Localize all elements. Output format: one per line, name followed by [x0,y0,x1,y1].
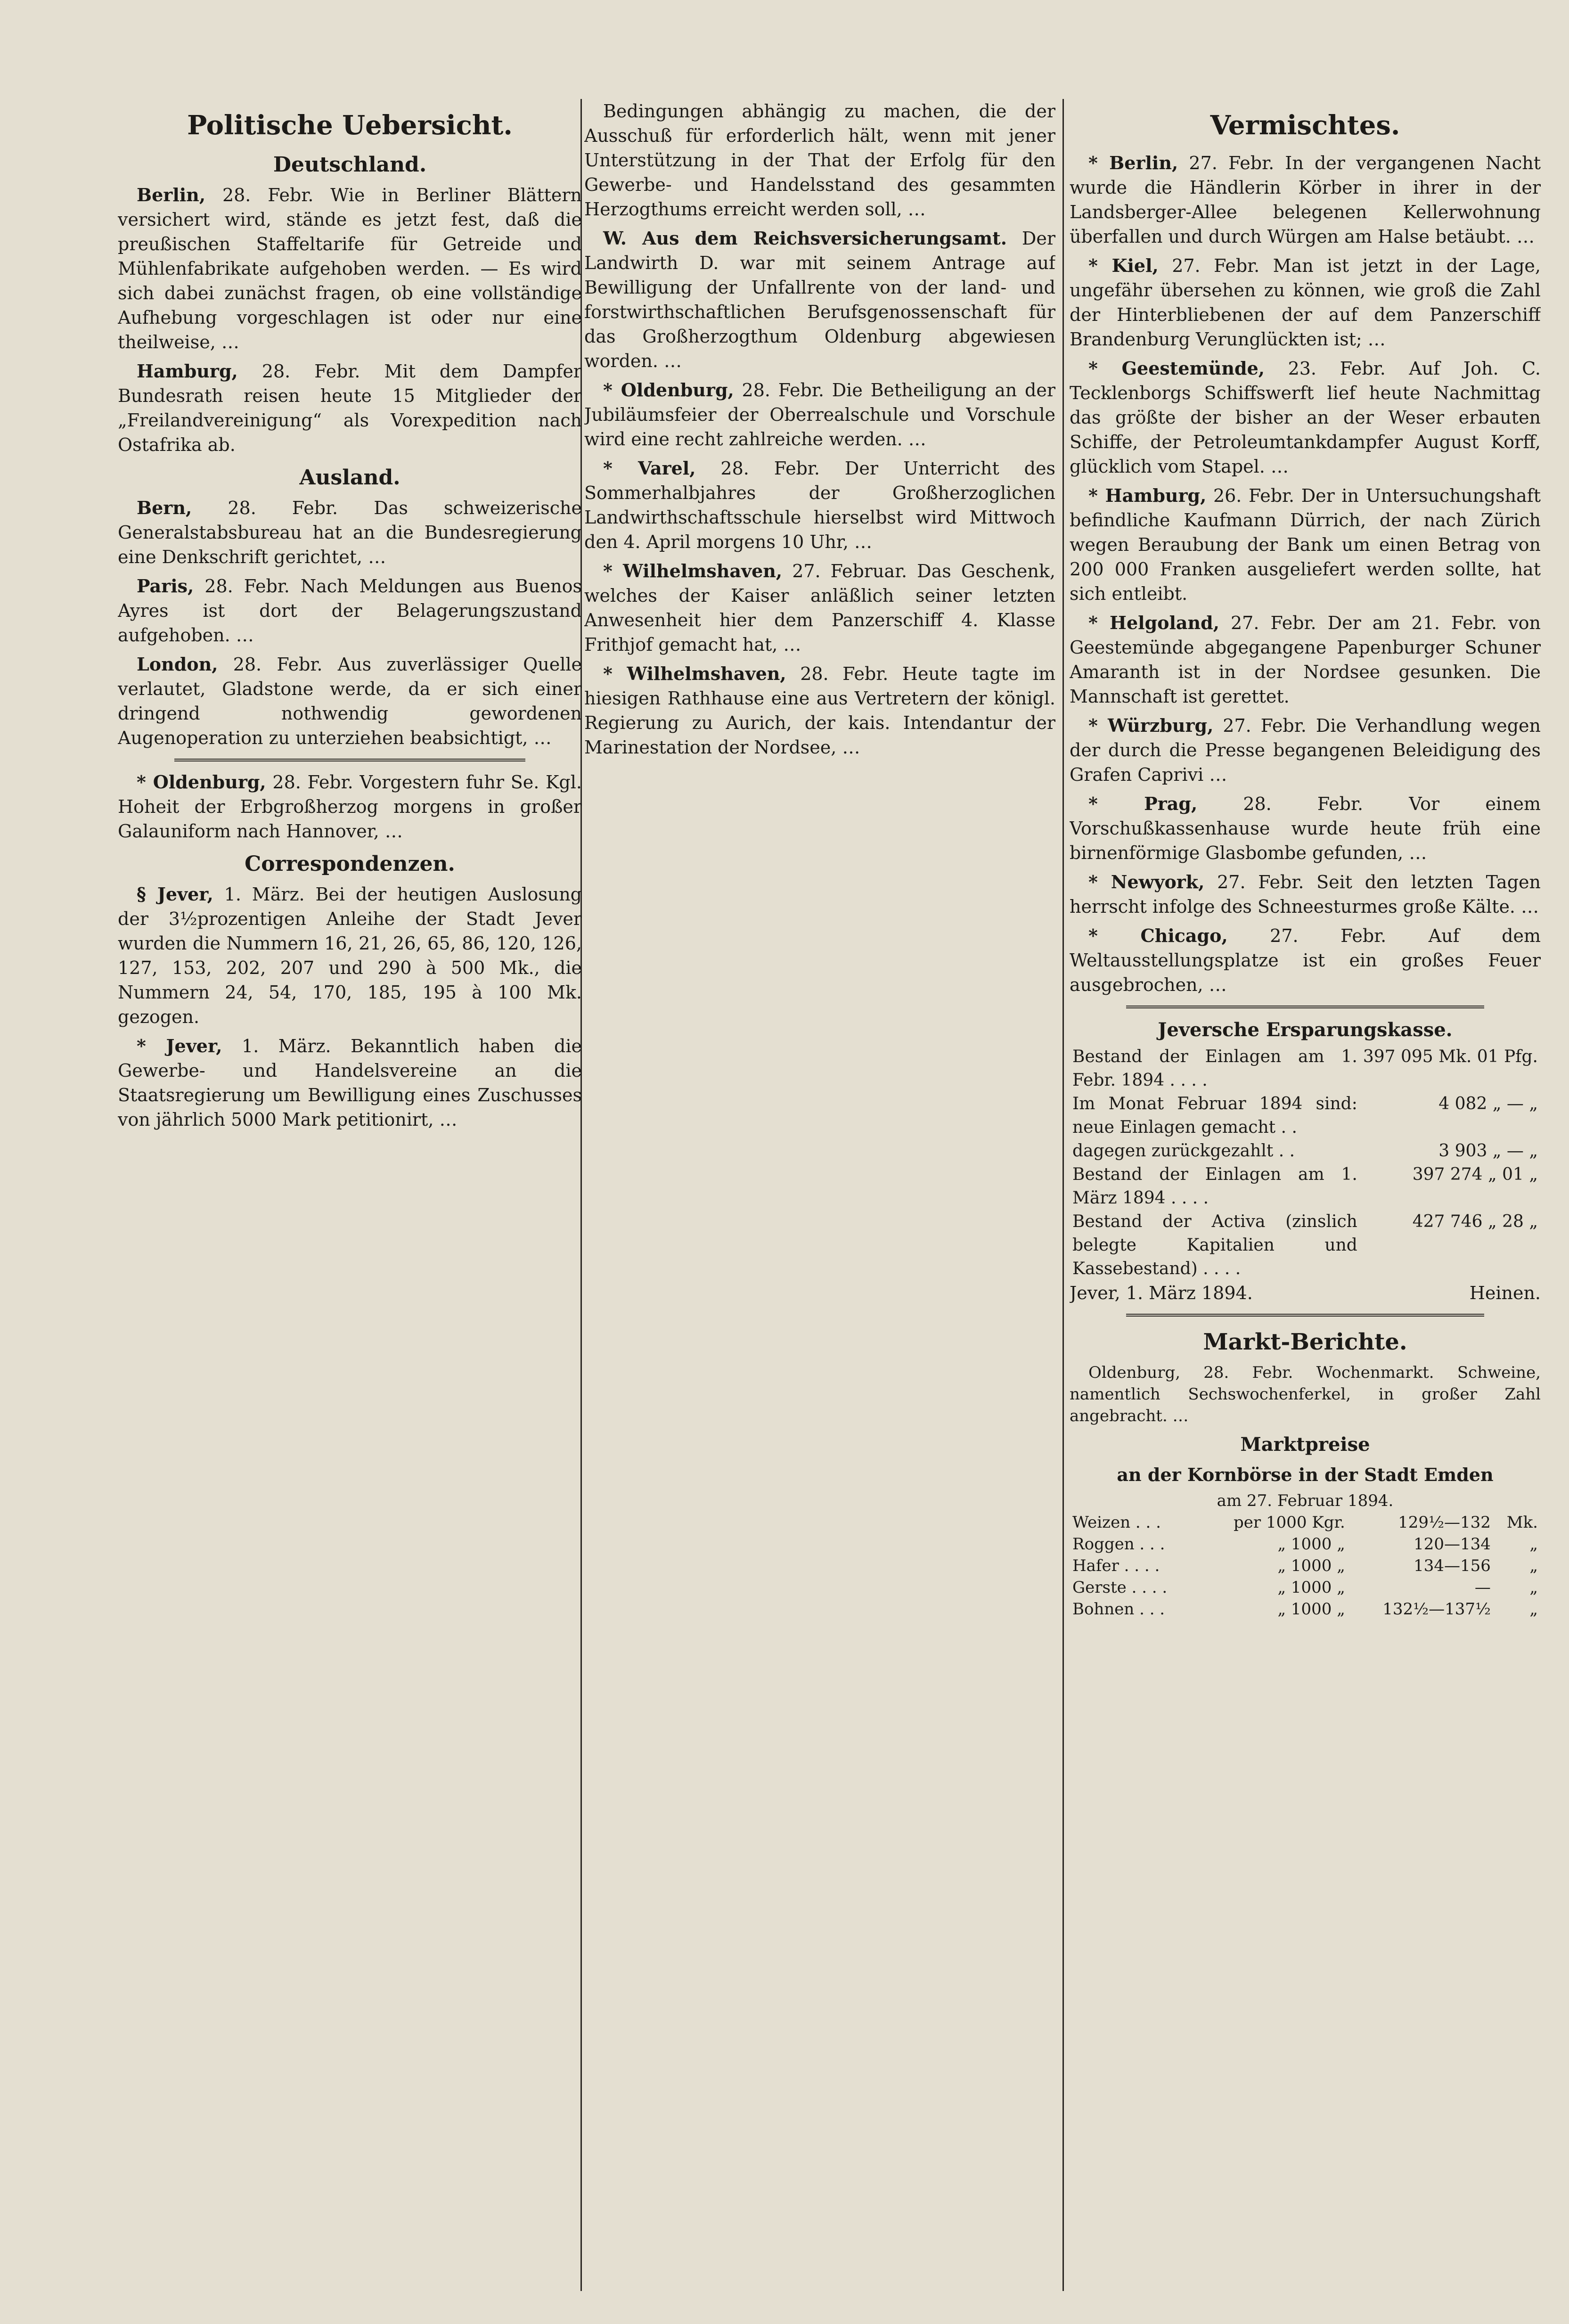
article-dateline: * Jever, [137,1035,222,1056]
article-paragraph [118,183,582,354]
article-text: 28. Febr. Das schweizerische Generalstabsbureau hat an die Bundesregierung eine Denkschrift gerichtet, … [118,498,582,567]
article-paragraph [118,770,582,843]
article-paragraph [1070,792,1541,865]
article-dateline: Bern, [137,497,192,518]
savings-row [1070,1139,1541,1163]
article-text: 28. Febr. Vorgestern fuhr Se. Kgl. Hoheit der Erbgroßherzog morgens in großer Galauniform nach Hannover, … [118,772,582,842]
column-miscellaneous [1070,99,1541,2291]
article-paragraph [1070,713,1541,787]
article-dateline: * Helgoland, [1088,612,1219,633]
section-heading: Deutschland. [273,153,427,177]
article-text: Der Landwirth D. war mit seinem Antrage auf Bewilligung der Unfallrente von der land- und forstwirthschaftlichen Berufsgenossenschaft für das Großherzogthum Oldenburg abgewiesen worden. … [584,228,1055,371]
article-text: 27. Febr. In der vergangenen Nacht wurde die Händlerin Körber in ihrer in der Landsberger-Allee belegenen Kellerwohnung überfallen und durch Würgen am Halse betäubt. … [1070,153,1541,247]
savings-row [1070,1163,1541,1210]
article-dateline: * Geestemünde, [1088,358,1265,379]
article-paragraph [584,456,1055,554]
article-dateline: * Würzburg, [1088,715,1214,736]
price-per: „ 1000 „ [1277,1535,1345,1554]
price-item: Hafer . . . . [1072,1556,1160,1575]
prices-subtitle: an der Kornbörse in der Stadt Emden [1117,1464,1494,1485]
article-text: 28. Febr. Mit dem Dampfer Bundesrath reisen heute 15 Mitglieder der „Freilandvereinigung“ als Vorexpedition nach Ostafrika ab. [118,361,582,455]
article-dateline: § Jever, [137,884,213,905]
price-row [1070,1577,1541,1598]
article-text: 23. Febr. Auf Joh. C. Tecklenborgs Schiffswerft lief heute Nachmittag das größte der bisher an der Weser erbauten Schiffe, der Petroleumtankdampfer August Korff, glücklich vom Stapel. … [1070,358,1541,477]
price-row [1070,1533,1541,1555]
article-paragraph [1070,483,1541,606]
article-dateline: * Oldenburg, [603,379,734,401]
savings-value: 427 746 „ 28 „ [1412,1212,1538,1231]
price-per: „ 1000 „ [1277,1600,1345,1619]
article-text: 28. Febr. Aus zuverlässiger Quelle verlautet, Gladstone werde, da er sich einer dringend nothwendig gewordenen Augenoperation zu unterziehen beabsichtigt, … [118,654,582,748]
price-unit: „ [1529,1578,1538,1597]
divider [174,759,525,761]
section-heading: Ausland. [299,466,400,490]
article-dateline: Berlin, [137,184,206,205]
article-text: 27. Febr. Die Verhandlung wegen der durch die Presse begangenen Beleidigung des Grafen Caprivi … [1070,715,1541,785]
savings-value: 397 274 „ 01 „ [1412,1165,1538,1184]
column-middle [584,99,1055,2291]
savings-row [1070,1210,1541,1281]
article-text: 27. Febr. Man ist jetzt in der Lage, ungefähr übersehen zu können, wie groß die Zahl der Hinterbliebenen der auf dem Panzerschiff Brandenburg Verunglückten ist; … [1070,255,1541,350]
article-paragraph [1070,254,1541,352]
article-text: 27. Februar. Das Geschenk, welches der Kaiser anläßlich seiner letzten Anwesenheit hier dem Panzerschiff 4. Klasse Frithjof gemacht hat, … [584,561,1055,655]
prices-title: Marktpreise [1240,1433,1370,1456]
price-price: 120—134 [1414,1535,1491,1554]
article-text: 27. Febr. Auf dem Weltausstellungsplatze ist ein großes Feuer ausgebrochen, … [1070,925,1541,995]
price-per: „ 1000 „ [1277,1578,1345,1597]
price-unit: „ [1529,1535,1538,1554]
prices-table [1070,1512,1541,1620]
price-unit: Mk. [1506,1513,1538,1532]
savings-value: 4 082 „ — „ [1438,1094,1538,1113]
column-title-politics: Politische Uebersicht. [187,110,513,141]
article-dateline: * Berlin, [1088,152,1178,173]
article-text: 1. März. Bekanntlich haben die Gewerbe- und Handelsvereine an die Staatsregierung um Bewilligung eines Zuschusses von jährlich 5000 Mark petitionirt, … [118,1036,582,1130]
savings-label: Im Monat Februar 1894 sind: neue Einlagen gemacht . . [1072,1094,1357,1137]
article-paragraph [118,652,582,750]
article-dateline: * Wilhelmshaven, [603,560,783,581]
price-per: „ 1000 „ [1277,1556,1345,1575]
price-unit: „ [1529,1600,1538,1619]
savings-title: Jeversche Ersparungskasse. [1158,1019,1453,1041]
article-dateline: London, [137,654,218,675]
article-dateline: * Kiel, [1088,255,1159,276]
price-item: Gerste . . . . [1072,1578,1168,1597]
price-row [1070,1598,1541,1620]
savings-footer-place: Jever, 1. März 1894. [1070,1283,1253,1303]
article-paragraph [584,662,1055,760]
article-dateline: Hamburg, [137,360,238,382]
price-price: 134—156 [1414,1556,1491,1575]
article-paragraph [584,378,1055,451]
article-dateline: * Newyork, [1088,871,1205,892]
article-paragraph [1070,870,1541,919]
savings-label: Bestand der Activa (zinslich belegte Kapitalien und Kassebestand) . . . . [1072,1212,1357,1278]
divider [1126,1006,1484,1008]
article-text: 28. Febr. Der Unterricht des Sommerhalbjahres der Großherzoglichen Landwirthschaftsschule hierselbst wird Mittwoch den 4. April morgens 10 Uhr, … [584,458,1055,552]
article-dateline: Paris, [137,575,194,597]
price-item: Weizen . . . [1072,1513,1161,1532]
market-intro: Oldenburg, 28. Febr. Wochenmarkt. Schweine, namentlich Sechswochenferkel, in großer Zahl angebracht. … [1070,1363,1541,1425]
column-rule-right [1062,99,1064,2291]
savings-value: 397 095 Mk. 01 Pfg. [1363,1047,1538,1066]
miscellaneous-articles [1070,151,1541,997]
savings-label: Bestand der Einlagen am 1. Febr. 1894 . . . . [1072,1047,1357,1090]
column-title-miscellaneous: Vermischtes. [1210,110,1400,141]
article-text: 28. Febr. Nach Meldungen aus Buenos Ayres ist dort der Belagerungszustand aufgehoben. … [118,576,582,646]
article-text: 28. Febr. Vor einem Vorschußkassenhause wurde heute früh eine birnenförmige Glasbombe gefunden, … [1070,794,1541,863]
article-paragraph [584,226,1055,373]
article-paragraph [118,359,582,457]
middle-articles [584,99,1055,760]
savings-row [1070,1092,1541,1139]
article-text: 28. Febr. Die Betheiligung an der Jubiläumsfeier der Oberrealschule und Vorschule wird eine recht zahlreiche werden. … [584,380,1055,450]
article-paragraph [118,496,582,569]
savings-footer [1070,1281,1541,1305]
price-price: — [1474,1578,1491,1597]
article-paragraph [1070,151,1541,249]
article-paragraph [118,574,582,647]
article-dateline: * Varel, [603,458,696,479]
price-item: Bohnen . . . [1072,1600,1165,1619]
savings-footer-name: Heinen. [1469,1283,1541,1303]
article-text: 28. Febr. Heute tagte im hiesigen Rathhause eine aus Vertretern der königl. Regierung zu Aurich, der kais. Intendantur der Marinestation der Nordsee, … [584,663,1055,758]
column-politics [118,99,582,2291]
market-title: Markt-Berichte. [1203,1329,1407,1355]
article-dateline: * Chicago, [1088,925,1228,946]
price-item: Roggen . . . [1072,1535,1165,1554]
article-paragraph [118,882,582,1029]
politics-sections [118,151,582,1132]
savings-value: 3 903 „ — „ [1438,1141,1538,1161]
article-paragraph [118,1034,582,1132]
article-dateline: W. Aus dem Reichsversicherungsamt. [603,228,1007,249]
savings-label: Bestand der Einlagen am 1. März 1894 . . . . [1072,1165,1357,1208]
price-row [1070,1512,1541,1533]
section-heading: Correspondenzen. [245,852,455,876]
article-text: 1. März. Bei der heutigen Auslosung der 3½prozentigen Anleihe der Stadt Jever wurden die Nummern 16, 21, 26, 65, 86, 120, 126, 127, 153, 202, 207 und 290 à 500 Mk., die Nummern 24, 54, 170, 185, 195 à 100 Mk. gezogen. [118,884,582,1027]
price-price: 129½—132 [1398,1513,1491,1532]
article-paragraph [1070,356,1541,479]
savings-label: dagegen zurückgezahlt . . [1072,1141,1295,1161]
article-dateline: * Wilhelmshaven, [603,663,786,684]
price-row [1070,1555,1541,1577]
price-unit: „ [1529,1556,1538,1575]
article-text: Bedingungen abhängig zu machen, die der Ausschuß für erforderlich hält, wenn mit jener Unterstützung in der That der Erfolg für den Gewerbe- und Handelsstand des gesammten Herzogthums erreicht werden soll, … [584,101,1055,220]
article-text: 27. Febr. Der am 21. Febr. von Geestemünde abgegangene Papenburger Schuner Amaranth ist in der Nordsee gesunken. Die Mannschaft ist gerettet. [1070,613,1541,707]
article-dateline: * Oldenburg, [137,771,266,793]
article-text: 27. Febr. Seit den letzten Tagen herrscht infolge des Schneesturmes große Kälte. … [1070,872,1541,917]
divider [1126,1314,1484,1317]
article-paragraph [584,99,1055,221]
prices-date: am 27. Februar 1894. [1217,1491,1394,1510]
article-text: 28. Febr. Wie in Berliner Blättern versichert wird, stände es jetzt fest, daß die preußischen Staffeltarife für Getreide und Mühlenfabrikate aufgehoben werden. — Es wird sich dabei zunächst fragen, ob eine vollständige Aufhebung vorgeschlagen ist oder nur eine theilweise, … [118,185,582,352]
article-text: 26. Febr. Der in Untersuchungshaft befindliche Kaufmann Dürrich, der nach Zürich wegen Beraubung der Bank um einen Betrag von 200 000 Franken ausgeliefert werden sollte, hat sich entleibt. [1070,485,1541,604]
article-paragraph [584,559,1055,657]
price-price: 132½—137½ [1382,1600,1491,1619]
article-paragraph [1070,924,1541,997]
article-dateline: * Hamburg, [1088,485,1207,506]
article-paragraph [1070,611,1541,709]
article-dateline: * Prag, [1088,793,1198,814]
savings-table [1070,1045,1541,1281]
price-per: per 1000 Kgr. [1234,1513,1345,1532]
savings-row [1070,1045,1541,1092]
